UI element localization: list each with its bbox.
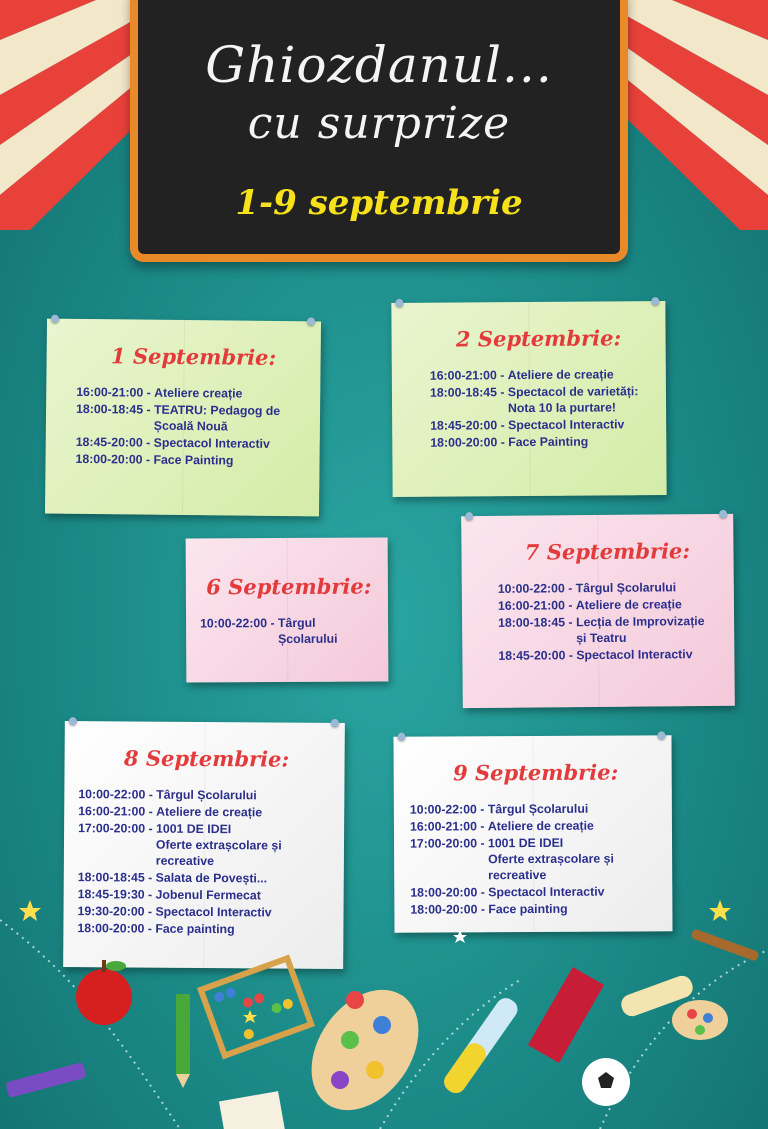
pencil-icon: [176, 994, 190, 1088]
schedule-row: 16:00-21:00 - Ateliere creație: [76, 384, 243, 401]
schedule-row: 16:00-21:00 - Ateliere de creație: [497, 597, 682, 613]
schedule-row: 18:00-18:45 - Salata de Povești...: [77, 870, 268, 886]
schedule-row: 18:00-20:00 - Face painting: [410, 901, 568, 917]
soccer-ball-icon: [582, 1058, 630, 1106]
day-card-1: [45, 319, 321, 517]
schedule-row: 18:00-18:45 - Spectacol de varietăți: Nota 10 la purtare!: [429, 384, 639, 416]
schedule-row: 16:00-21:00 - Ateliere de creație: [78, 804, 263, 820]
schedule-row: 18:45-20:00 - Spectacol Interactiv: [498, 647, 693, 663]
schedule-row: 18:00-20:00 - Spectacol Interactiv: [410, 884, 605, 900]
schedule-row: 10:00-22:00 - Târgul Școlarului: [409, 801, 589, 817]
event-dates: 1-9 septembrie: [235, 183, 523, 223]
schedule-row: 19:30-20:00 - Spectacol Interactiv: [77, 904, 272, 920]
day-card-2: [391, 301, 666, 497]
day-card-7: [461, 514, 735, 708]
palette-icon: [289, 970, 440, 1129]
schedule-row: 10:00-22:00 - Târgul Școlarului: [200, 615, 338, 647]
schedule-row: 16:00-21:00 - Ateliere de creație: [429, 367, 614, 383]
schedule-row: 18:00-20:00 - Face Painting: [75, 451, 234, 468]
schedule-row: 18:00-18:45 - Lecția de Improvizație și Teatru: [498, 614, 705, 646]
pin-icon: [657, 731, 665, 739]
test-tube-icon: [440, 994, 521, 1097]
day-card-6: [186, 537, 389, 682]
day-title: 8 Septembrie:: [123, 745, 290, 772]
schedule-row: 18:45-20:00 - Spectacol Interactiv: [75, 434, 270, 451]
schedule-row: 18:00-20:00 - Face painting: [77, 921, 235, 937]
pin-icon: [465, 512, 473, 520]
title-line-2: cu surprize: [247, 98, 511, 149]
apple-icon: [76, 960, 132, 1025]
schedule-row: 10:00-22:00 - Târgul Școlarului: [497, 580, 677, 596]
crayon-icon: [5, 1062, 86, 1098]
pin-icon: [331, 719, 339, 727]
pin-icon: [69, 717, 77, 725]
day-title: 2 Septembrie:: [455, 325, 622, 352]
day-title: 1 Septembrie:: [110, 343, 277, 370]
day-title: 6 Septembrie:: [206, 573, 372, 600]
pin-icon: [651, 297, 659, 305]
pin-icon: [719, 510, 727, 518]
notebook-icon: [219, 1091, 285, 1129]
schedule-row: 17:00-20:00 - 1001 DE IDEI Oferte extrașcolare și recreative: [78, 821, 282, 869]
abacus-icon: [201, 958, 311, 1055]
pin-icon: [397, 733, 405, 741]
schedule-row: 18:00-18:45 - TEATRU: Pedagog de Școală Nouă: [76, 401, 281, 434]
paper-crease: [287, 538, 289, 682]
title-line-1: Ghiozdanul...: [205, 36, 553, 94]
schedule-row: 18:00-20:00 - Face Painting: [430, 434, 589, 450]
school-supplies-illustration: [0, 860, 768, 1129]
schedule-row: 10:00-22:00 - Târgul Școlarului: [78, 787, 257, 803]
schedule-row: 18:45-19:30 - Jobenul Fermecat: [77, 887, 261, 903]
schedule-row: 17:00-20:00 - 1001 DE IDEI Oferte extrașcolare și recreative: [410, 835, 614, 883]
day-title: 9 Septembrie:: [452, 759, 619, 786]
day-title: 7 Septembrie:: [524, 538, 691, 565]
chalkboard-header: [130, 0, 628, 262]
book-icon: [528, 967, 604, 1063]
pin-icon: [395, 299, 403, 307]
schedule-row: 16:00-21:00 - Ateliere de creație: [409, 818, 594, 834]
schedule-row: 18:45-20:00 - Spectacol Interactiv: [430, 417, 625, 433]
pin-icon: [307, 317, 315, 325]
pin-icon: [51, 315, 59, 323]
